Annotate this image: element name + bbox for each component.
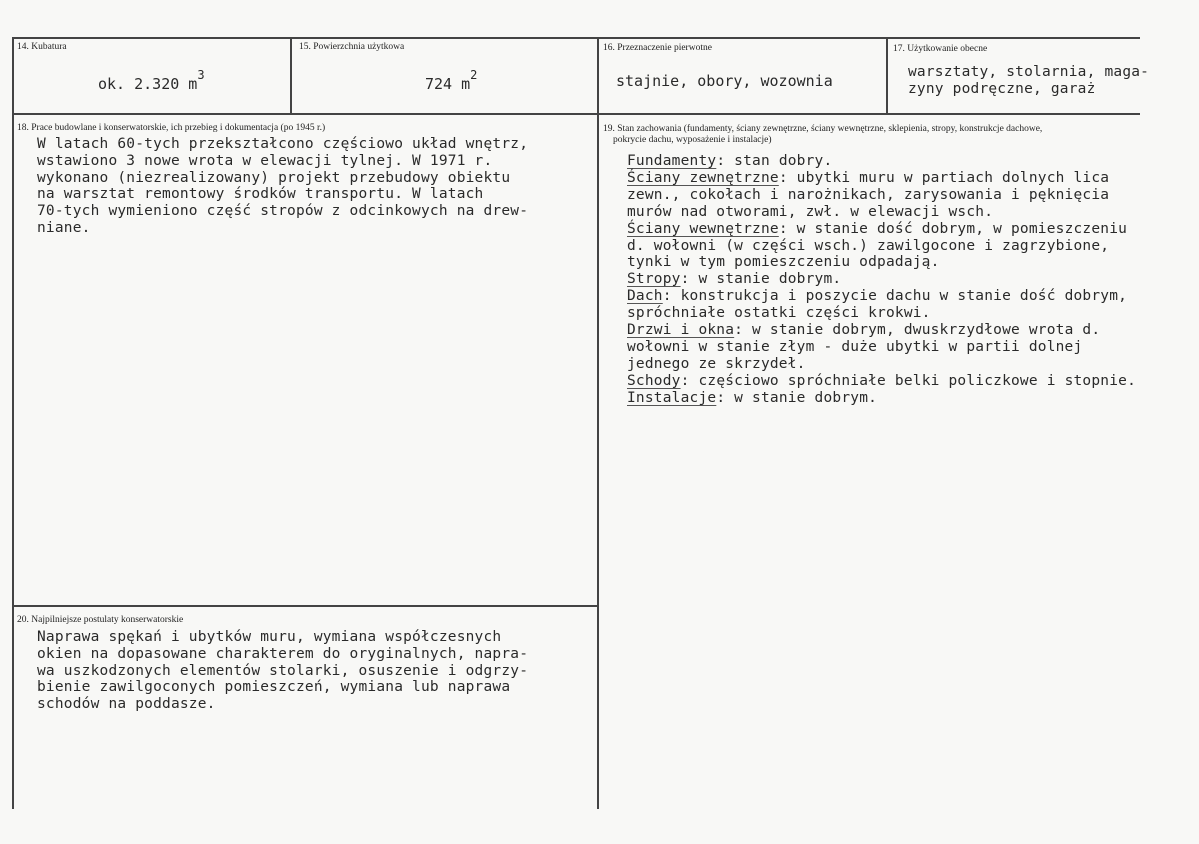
divider-18-20 [12,605,598,607]
condition-text: jednego ze skrzydeł. [627,355,806,372]
field-18-line: W latach 60-tych przekształcono częściowo układ wnętrz, [37,136,529,152]
field-16-value: stajnie, obory, wozownia [616,72,833,90]
condition-text: : konstrukcja i poszycie dachu w stanie dość dobrym, [662,288,1128,305]
condition-heading: Stropy [627,271,681,288]
field-18-label: 18. Prace budowlane i konserwatorskie, ich przebieg i dokumentacja (po 1945 r.) [17,123,326,133]
field-19-label-line-1: 19. Stan zachowania (fundamenty, ściany zewnętrzne, ściany wewnętrzne, sklepienia, stropy, konstrukcje dachowe, [603,124,1043,134]
condition-line [627,322,1136,339]
field-18-line: niane. [37,219,91,236]
condition-line [627,221,1136,238]
condition-text: zewn., cokołach i narożnikach, zarysowania i pęknięcia [627,186,1110,203]
top-border [12,37,1140,39]
condition-line [627,356,1136,373]
field-15-sup: 2 [470,68,478,82]
condition-line [627,288,1136,305]
condition-heading: Schody [627,372,681,389]
field-14-label: 14. Kubatura [17,42,67,52]
field-18-line: 70-tych wymieniono część stropów z odcinkowych na drew- [37,203,529,220]
condition-text: spróchniałe ostatki części krokwi. [627,305,931,322]
row1-bottom-border [12,113,1140,115]
condition-text: tynki w tym pomieszczeniu odpadają. [627,254,940,271]
field-17-line-1: warsztaty, stolarnia, maga- [908,64,1150,80]
condition-text: : w stanie dobrym. [716,389,878,406]
condition-line [627,204,1136,221]
condition-heading: Dach [627,288,663,305]
field-20-line: Naprawa spękań i ubytków muru, wymiana współczesnych [37,629,502,645]
field-18-line: wstawiono 3 nowe wrota w elewacji tylnej. W 1971 r. [37,152,493,169]
condition-line [627,187,1136,204]
field-14-value [98,68,205,93]
condition-line [627,153,1136,170]
field-19-label-line-2: pokrycie dachu, wyposażenie i instalacje) [613,135,772,145]
condition-text: wołowni w stanie złym - duże ubytki w partii dolnej [627,338,1083,355]
field-19-text [627,153,1136,407]
field-18-line: na warsztat remontowy środków transportu. W latach [37,186,484,203]
condition-text: : w stanie dość dobrym, w pomieszczeniu [778,220,1128,237]
condition-text: : w stanie dobrym. [680,271,842,288]
condition-text: d. wołowni (w części wsch.) zawilgocone i zagrzybione, [627,237,1110,254]
condition-heading: Ściany wewnętrzne [627,220,779,237]
condition-line [627,339,1136,356]
divider-16-17 [886,37,888,114]
condition-line [627,254,1136,271]
field-20-text [37,629,528,713]
field-18-line: wykonano (niezrealizowany) projekt przebudowy obiektu [37,169,511,186]
condition-heading: Instalacje [627,389,717,406]
condition-line [627,238,1136,255]
field-17-label: 17. Użytkowanie obecne [893,44,988,54]
field-16-label: 16. Przeznaczenie pierwotne [603,43,712,53]
divider-14-15 [290,37,292,114]
condition-text: : stan dobry. [716,153,833,169]
condition-heading: Ściany zewnętrzne [627,169,779,186]
condition-heading: Drzwi i okna [627,322,735,339]
condition-line [627,373,1136,390]
condition-line [627,305,1136,322]
condition-text: murów nad otworami, zwł. w elewacji wsch. [627,203,994,220]
field-20-line: okien na dopasowane charakterem do oryginalnych, napra- [37,645,529,662]
field-18-text [37,136,528,237]
field-20-line: schodów na poddasze. [37,696,216,713]
condition-heading: Fundamenty [627,153,717,169]
condition-line [627,170,1136,187]
field-14-sup: 3 [197,68,205,82]
condition-line [627,271,1136,288]
center-divider [597,37,599,809]
field-20-line: wa uszkodzonych elementów stolarki, osuszenie i odgrzy- [37,662,529,679]
field-17-line-2: zyny podręczne, garaż [908,81,1096,97]
condition-line [627,390,1136,407]
condition-text: : częściowo spróchniałe belki policzkowe i stopnie. [680,372,1137,389]
condition-text: : ubytki muru w partiach dolnych lica [778,169,1110,186]
condition-text: : w stanie dobrym, dwuskrzydłowe wrota d. [734,322,1101,339]
field-15-label: 15. Powierzchnia użytkowa [299,42,405,52]
field-15-text: 724 m [425,75,471,93]
left-border [12,37,14,809]
field-20-line: bienie zawilgoconych pomieszczeń, wymiana lub naprawa [37,679,511,696]
field-15-value [425,68,478,93]
field-14-text: ok. 2.320 m [98,75,198,93]
field-20-label: 20. Najpilniejsze postulaty konserwatorskie [17,615,184,625]
